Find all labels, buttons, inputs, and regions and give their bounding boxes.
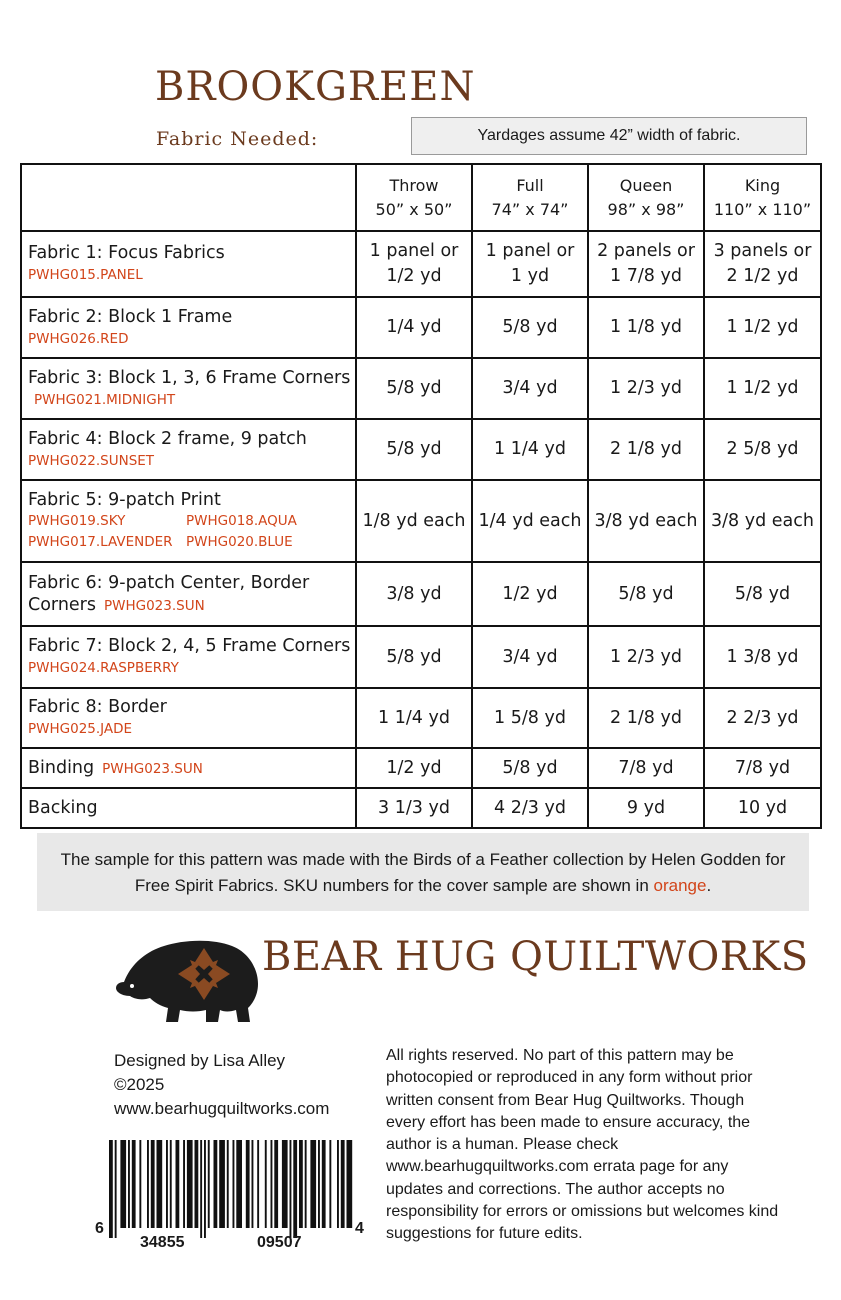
value-cell: 1 panel or 1 yd <box>472 231 588 297</box>
value-cell: 5/8 yd <box>356 358 472 419</box>
sku-label: PWHG023.SUN <box>103 597 205 614</box>
value-cell: 1/8 yd each <box>356 480 472 562</box>
sku-label: PWHG024.RASPBERRY <box>28 660 179 676</box>
sku-label: PWHG018.AQUA <box>186 513 297 529</box>
value-cell: 3/4 yd <box>472 626 588 688</box>
value-cell: 5/8 yd <box>704 562 821 626</box>
table-row <box>21 748 821 788</box>
value-cell: 1 2/3 yd <box>588 626 704 688</box>
value-cell: 5/8 yd <box>356 626 472 688</box>
barcode-bars-icon <box>95 1138 365 1246</box>
value-cell: 7/8 yd <box>588 748 704 788</box>
barcode <box>95 1138 365 1251</box>
value-cell: 1 1/2 yd <box>704 297 821 358</box>
table-row <box>21 562 821 626</box>
value-cell: 7/8 yd <box>704 748 821 788</box>
column-header-queen: Queen 98” x 98” <box>588 164 704 231</box>
designer-website: www.bearhugquiltworks.com <box>114 1099 330 1118</box>
designer-info <box>114 1049 329 1121</box>
sku-label: PWHG022.SUNSET <box>28 452 155 469</box>
row-label-fabric-1: Fabric 1: Focus Fabrics PWHG015.PANEL <box>21 231 356 297</box>
row-label-fabric-5: Fabric 5: 9-patch Print PWHG019.SKY PWHG018.AQUA PWHG017.LAVENDER PWHG020.BLUE <box>21 480 356 562</box>
value-cell: 1 1/2 yd <box>704 358 821 419</box>
value-cell: 1/4 yd each <box>472 480 588 562</box>
sample-note-text: The sample for this pattern was made with the Birds of a Feather collection by Helen Godden for Free Spirit Fabrics. SKU numbers for the cover sample are shown in <box>60 850 786 895</box>
row-label-backing: Backing <box>21 788 356 828</box>
value-cell: 2 2/3 yd <box>704 688 821 748</box>
value-cell: 1/2 yd <box>356 748 472 788</box>
value-cell: 2 5/8 yd <box>704 419 821 480</box>
value-cell: 5/8 yd <box>472 297 588 358</box>
barcode-first-digit: 6 <box>95 1220 104 1237</box>
row-label-fabric-3: Fabric 3: Block 1, 3, 6 Frame Corners PWHG021.MIDNIGHT <box>21 358 356 419</box>
value-cell: 2 1/8 yd <box>588 688 704 748</box>
sku-label: PWHG015.PANEL <box>28 267 143 283</box>
brand-name: BEAR HUG QUILTWORKS <box>262 934 809 980</box>
barcode-right-group: 09507 <box>257 1234 302 1251</box>
row-label-fabric-8: Fabric 8: Border PWHG025.JADE <box>21 688 356 748</box>
table-row <box>21 297 821 358</box>
table-row <box>21 688 821 748</box>
value-cell: 2 panels or 1 7/8 yd <box>588 231 704 297</box>
row-label-fabric-7: Fabric 7: Block 2, 4, 5 Frame Corners PWHG024.RASPBERRY <box>21 626 356 688</box>
barcode-last-digit: 4 <box>355 1220 364 1237</box>
table-row <box>21 788 821 828</box>
yardage-note-box <box>411 117 807 155</box>
sample-note-box: The sample for this pattern was made with the Birds of a Feather collection by Helen Godden for Free Spirit Fabrics. SKU numbers for the cover sample are shown in orange. <box>37 833 809 911</box>
column-header-throw: Throw 50” x 50” <box>356 164 472 231</box>
header-empty-cell <box>21 164 356 231</box>
value-cell: 5/8 yd <box>472 748 588 788</box>
value-cell: 2 1/8 yd <box>588 419 704 480</box>
value-cell: 1/4 yd <box>356 297 472 358</box>
value-cell: 1 3/8 yd <box>704 626 821 688</box>
value-cell: 1 1/4 yd <box>472 419 588 480</box>
value-cell: 1 5/8 yd <box>472 688 588 748</box>
rights-statement: All rights reserved. No part of this pattern may be photocopied or reproduced in any form without prior written consent from Bear Hug Quiltworks. Though every effort has been made to ensure accuracy, the author is a human. Please check www.bearhugquiltworks.com errata page for any updates and corrections. The author accepts no responsibility for errors or omissions but welcomes kind suggestions for future edits. <box>386 1047 779 1243</box>
table-row <box>21 358 821 419</box>
value-cell: 3 panels or 2 1/2 yd <box>704 231 821 297</box>
sku-label: PWHG023.SUN <box>102 761 203 777</box>
value-cell: 1/2 yd <box>472 562 588 626</box>
value-cell: 1 1/8 yd <box>588 297 704 358</box>
table-row <box>21 419 821 480</box>
row-label-fabric-2: Fabric 2: Block 1 Frame PWHG026.RED <box>21 297 356 358</box>
value-cell: 9 yd <box>588 788 704 828</box>
row-label-fabric-6: Fabric 6: 9-patch Center, Border Corners PWHG023.SUN <box>21 562 356 626</box>
value-cell: 5/8 yd <box>356 419 472 480</box>
fabric-requirements-table <box>20 163 822 829</box>
page-title: BROOKGREEN <box>155 64 476 110</box>
value-cell: 10 yd <box>704 788 821 828</box>
table-row <box>21 231 821 297</box>
bear-logo-icon <box>112 926 262 1026</box>
value-cell: 3/4 yd <box>472 358 588 419</box>
sku-label: PWHG025.JADE <box>28 721 133 737</box>
table-row <box>21 626 821 688</box>
column-header-king: King 110” x 110” <box>704 164 821 231</box>
row-label-fabric-4: Fabric 4: Block 2 frame, 9 patch PWHG022.SUNSET <box>21 419 356 480</box>
value-cell: 3/8 yd each <box>588 480 704 562</box>
sku-label: PWHG020.BLUE <box>186 534 293 550</box>
column-header-full: Full 74” x 74” <box>472 164 588 231</box>
table-row <box>21 480 821 562</box>
table-header-row <box>21 164 821 231</box>
sample-note-highlight: orange <box>653 876 707 895</box>
copyright-year: ©2025 <box>114 1075 165 1094</box>
value-cell: 1 panel or 1/2 yd <box>356 231 472 297</box>
sku-label: PWHG021.MIDNIGHT <box>34 391 176 408</box>
value-cell: 5/8 yd <box>588 562 704 626</box>
value-cell: 1 2/3 yd <box>588 358 704 419</box>
barcode-left-group: 34855 <box>140 1234 185 1251</box>
sku-label: PWHG017.LAVENDER <box>28 534 173 550</box>
value-cell: 1 1/4 yd <box>356 688 472 748</box>
sku-list <box>28 511 355 553</box>
value-cell: 4 2/3 yd <box>472 788 588 828</box>
sku-label: PWHG019.SKY <box>28 513 126 529</box>
yardage-note-text: Yardages assume 42” width of fabric. <box>477 127 741 144</box>
designer-name: Designed by Lisa Alley <box>114 1051 286 1070</box>
row-label-binding: Binding PWHG023.SUN <box>21 748 356 788</box>
fabric-needed-heading: Fabric Needed: <box>156 128 319 150</box>
value-cell: 3/8 yd each <box>704 480 821 562</box>
value-cell: 3/8 yd <box>356 562 472 626</box>
value-cell: 3 1/3 yd <box>356 788 472 828</box>
sku-label: PWHG026.RED <box>28 330 129 347</box>
